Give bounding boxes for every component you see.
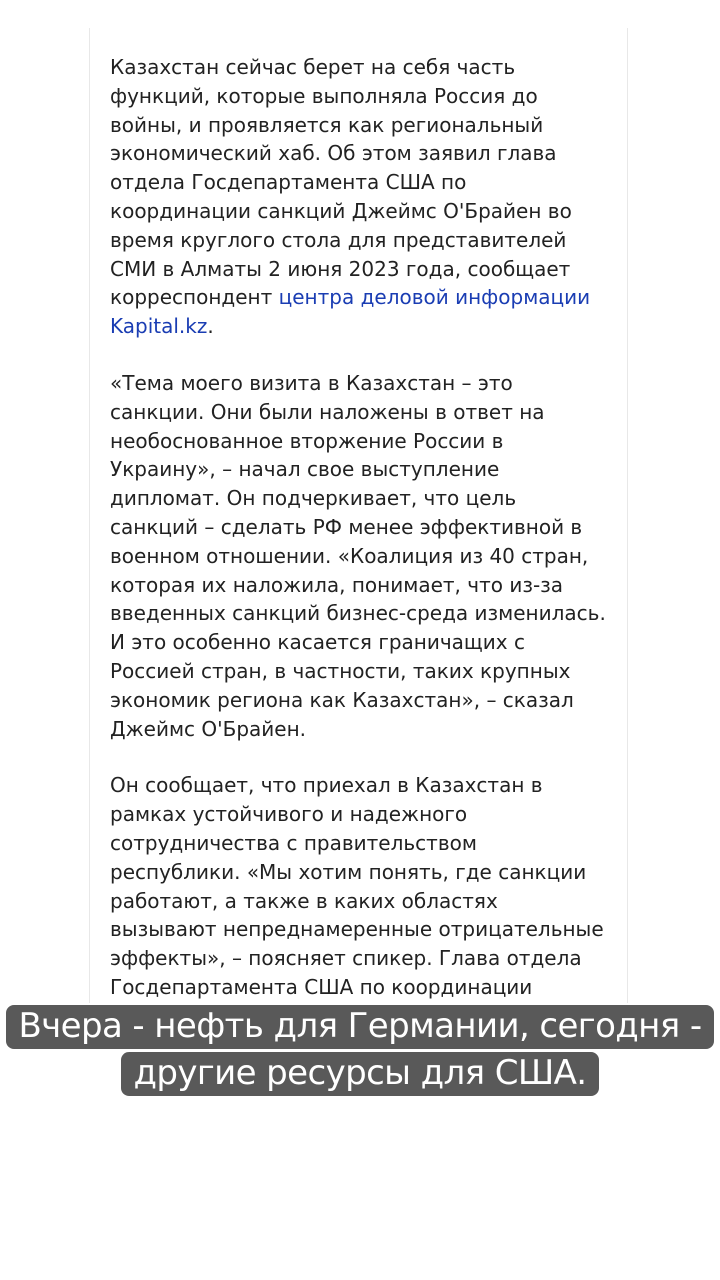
article-paragraph-1 — [110, 53, 610, 341]
story-caption-text: Вчера - нефть для Германии, сегодня - другие ресурсы для США. — [6, 1005, 713, 1096]
article-screenshot — [89, 28, 628, 1003]
article-paragraph-3: Он сообщает, что приехал в Казахстан в рамках устойчивого и надежного сотрудничества с правительством республики. «Мы хотим понять, где санкции работают, а также в каких областях вызывают непреднамеренные отрицательные эффекты», – поясняет спикер. Глава отдела Госдепартамента США по координации — [110, 773, 604, 999]
paragraph-1-end: . — [207, 314, 214, 339]
source-link[interactable]: центра деловой информации Kapital.kz — [110, 285, 591, 339]
article-body — [110, 53, 610, 1003]
story-caption — [0, 1003, 720, 1097]
paragraph-1-text: Казахстан сейчас берет на себя часть функций, которые выполняла Россия до войны, и проявляется как региональный экономический хаб. Об этом заявил глава отдела Госдепартамента США по координации санкций Джеймс О'Брайен во время круглого стола для представителей СМИ в Алматы 2 июня 2023 года, сообщает корреспондент — [110, 55, 572, 310]
article-paragraph-2: «Тема моего визита в Казахстан – это санкции. Они были наложены в ответ на необоснованное вторжение России в Украину», – начал свое выступление дипломат. Он подчеркивает, что цель санкций – сделать РФ менее эффективной в военном отношении. «Коалиция из 40 стран, которая их наложила, понимает, что из-за введенных санкций бизнес-среда изменилась. И это особенно касается граничащих с Россией стран, в частности, таких крупных экономик региона как Казахстан», – сказал Джеймс О'Брайен. — [110, 370, 606, 741]
